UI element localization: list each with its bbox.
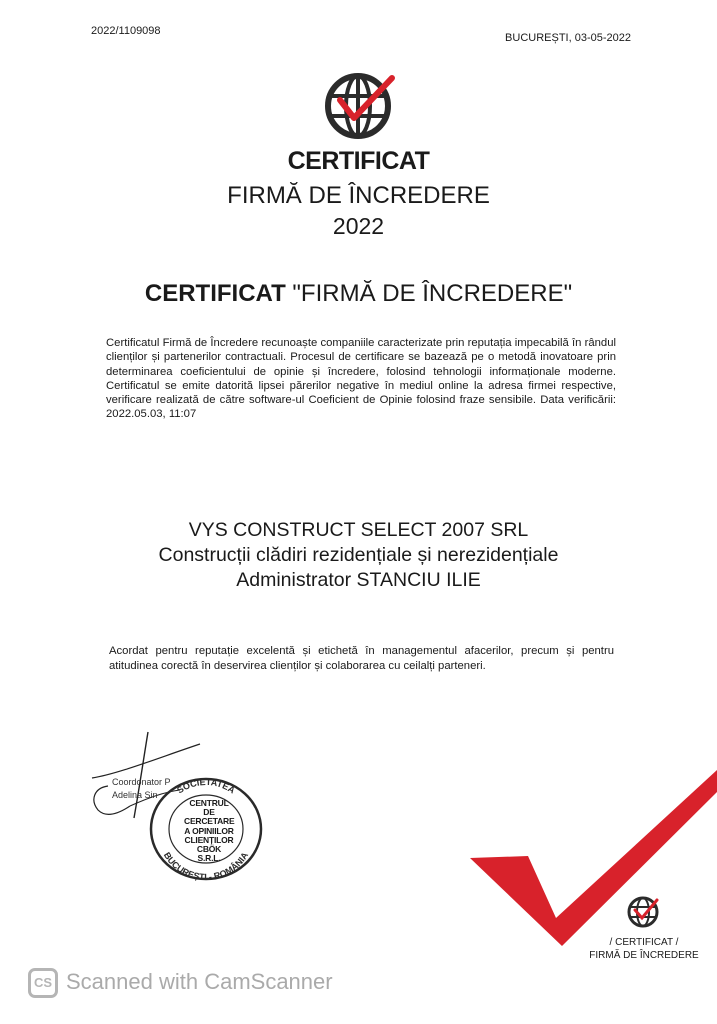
company-administrator: Administrator STANCIU ILIE: [236, 569, 481, 591]
certificate-title: CERTIFICAT: [287, 147, 430, 175]
seal-line: S.R.L.: [197, 853, 221, 864]
company-name: VYS CONSTRUCT SELECT 2007 SRL: [188, 519, 529, 541]
award-statement: Acordat pentru reputație excelentă și etichetă în managementul afacerilor, precum și pentru atitudinea corectă în deservirea clienților și colaborarea cu ceilalți parteneri.: [109, 645, 614, 672]
globe-check-small-icon: [626, 895, 660, 929]
certificate-heading: [0, 280, 717, 308]
footer-line-1: / CERTIFICAT /: [609, 937, 679, 948]
signatory-name: Adelina Sin: [112, 790, 158, 800]
scanner-label: Scanned with CamScanner: [66, 968, 333, 994]
certificate-heading-bold: CERTIFICAT: [144, 280, 286, 307]
footer-line-2: FIRMĂ DE ÎNCREDERE: [589, 949, 699, 961]
seal-line: CLIENȚILOR: [184, 834, 234, 845]
company-activity: Construcții clădiri rezidențiale și nerezidențiale: [158, 544, 559, 566]
seal-line: A OPINIILOR: [184, 825, 234, 836]
red-checkmark-icon: [470, 770, 717, 955]
seal-line: DE CERCETARE: [184, 807, 235, 827]
camscanner-icon: CS: [28, 968, 58, 998]
globe-check-logo-icon: [322, 66, 398, 142]
footer-certificate-label: [575, 937, 713, 962]
signatory-role: Coordonator P: [112, 777, 171, 787]
company-seal: [148, 776, 264, 882]
description-paragraph: Certificatul Firmă de Încredere recunoaște companiile caracterizate prin reputația impecabilă în rândul clienților și partenerilor contractuali. Procesul de certificare se bazează pe o metodă inovatoare prin determinarea coeficientului de opinie și încredere, folosind tehnologii informaționale moderne. Certificatul se emite datorită lipsei părerilor negative în mediul online la adresa firmei respective, verificare realizată de către software-ul Coeficient de Opinie folosind fraze sensibile. Data verificării: 2022.05.03, 11:07: [106, 337, 616, 421]
scanner-watermark: [28, 968, 333, 998]
seal-top-text: SOCIETATEA: [175, 776, 237, 796]
seal-inner-text: [184, 799, 234, 863]
seal-line: CBÖK: [196, 844, 222, 855]
certificate-subtitle: FIRMĂ DE ÎNCREDERE: [227, 182, 490, 209]
seal-line: CENTRUL: [189, 798, 229, 808]
company-block: [0, 518, 717, 593]
document-number: 2022/1109098: [91, 25, 161, 37]
seal-bottom-text: BUCUREȘTI - ROMÂNIA: [161, 850, 251, 882]
place-date: BUCUREȘTI, 03-05-2022: [505, 32, 631, 44]
certificate-year: 2022: [332, 213, 385, 239]
certificate-heading-rest: "FIRMĂ DE ÎNCREDERE": [285, 280, 573, 307]
